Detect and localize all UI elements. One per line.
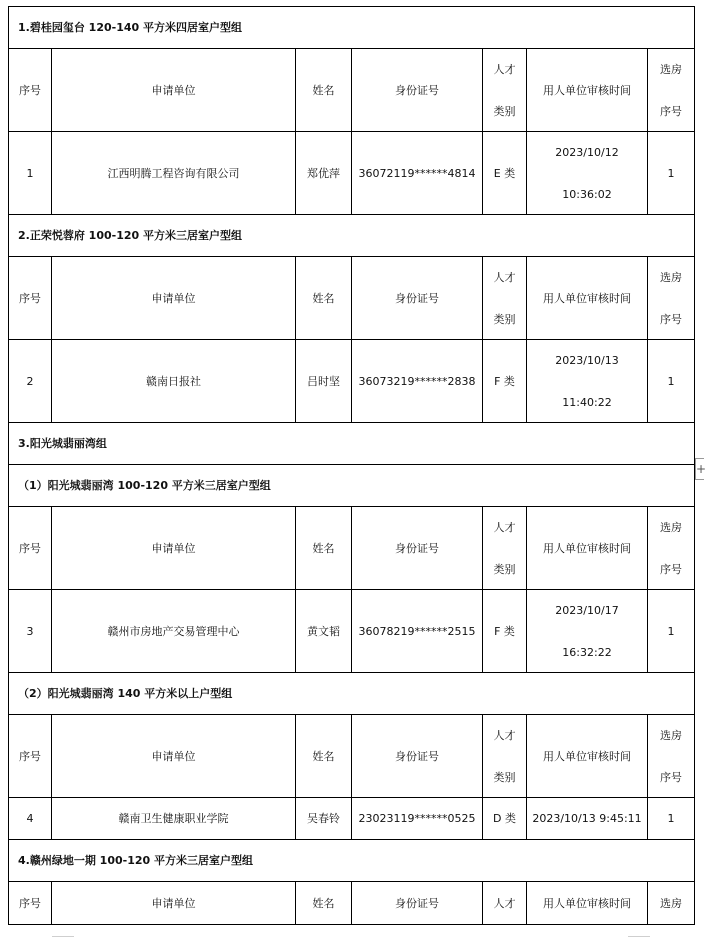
table-row	[9, 340, 695, 423]
header-category: 人才 类别	[483, 507, 527, 590]
header-category: 人才	[483, 882, 527, 925]
header-order: 选房 序号	[648, 715, 695, 798]
header-row	[9, 715, 695, 798]
header-unit: 申请单位	[52, 882, 296, 925]
cell-name: 吕时坚	[296, 340, 352, 423]
header-id: 身份证号	[352, 257, 483, 340]
header-review-time: 用人单位审核时间	[527, 257, 648, 340]
header-row	[9, 507, 695, 590]
cell-category: F 类	[483, 590, 527, 673]
allocation-table	[8, 6, 695, 925]
cell-name: 吴春铃	[296, 798, 352, 840]
header-order: 选房	[648, 882, 695, 925]
cell-category: E 类	[483, 132, 527, 215]
header-name: 姓名	[296, 507, 352, 590]
cell-order: 1	[648, 340, 695, 423]
table-row	[9, 798, 695, 840]
cell-review-time: 2023/10/12 10:36:02	[527, 132, 648, 215]
cell-seq: 3	[9, 590, 52, 673]
header-category: 人才 类别	[483, 715, 527, 798]
cell-id: 36072119******4814	[352, 132, 483, 215]
header-seq: 序号	[9, 882, 52, 925]
cell-seq: 2	[9, 340, 52, 423]
table-row	[9, 590, 695, 673]
cell-id: 23023119******0525	[352, 798, 483, 840]
header-unit: 申请单位	[52, 715, 296, 798]
cell-unit: 赣州市房地产交易管理中心	[52, 590, 296, 673]
header-seq: 序号	[9, 715, 52, 798]
page-corner-mark	[52, 936, 74, 937]
header-seq: 序号	[9, 257, 52, 340]
header-review-time: 用人单位审核时间	[527, 49, 648, 132]
header-row	[9, 257, 695, 340]
cell-order: 1	[648, 798, 695, 840]
cell-category: D 类	[483, 798, 527, 840]
group-title: 2.正荣悦蓉府 100-120 平方米三居室户型组	[9, 215, 695, 257]
header-name: 姓名	[296, 715, 352, 798]
header-review-time: 用人单位审核时间	[527, 715, 648, 798]
group-title: 1.碧桂园玺台 120-140 平方米四居室户型组	[9, 7, 695, 49]
cell-seq: 1	[9, 132, 52, 215]
cell-unit: 赣南日报社	[52, 340, 296, 423]
header-review-time: 用人单位审核时间	[527, 507, 648, 590]
cell-id: 36073219******2838	[352, 340, 483, 423]
header-category: 人才 类别	[483, 257, 527, 340]
group-title: 4.赣州绿地一期 100-120 平方米三居室户型组	[9, 840, 695, 882]
header-review-time: 用人单位审核时间	[527, 882, 648, 925]
header-unit: 申请单位	[52, 257, 296, 340]
header-name: 姓名	[296, 49, 352, 132]
header-id: 身份证号	[352, 507, 483, 590]
header-order: 选房 序号	[648, 257, 695, 340]
group-title: 3.阳光城翡丽湾组	[9, 423, 695, 465]
page-corner-mark	[628, 936, 650, 937]
cell-review-time: 2023/10/13 11:40:22	[527, 340, 648, 423]
cell-order: 1	[648, 132, 695, 215]
header-name: 姓名	[296, 257, 352, 340]
cell-unit: 赣南卫生健康职业学院	[52, 798, 296, 840]
header-id: 身份证号	[352, 882, 483, 925]
cell-review-time: 2023/10/17 16:32:22	[527, 590, 648, 673]
cell-category: F 类	[483, 340, 527, 423]
subgroup-title: （2）阳光城翡丽湾 140 平方米以上户型组	[9, 673, 695, 715]
cell-id: 36078219******2515	[352, 590, 483, 673]
header-category: 人才 类别	[483, 49, 527, 132]
header-unit: 申请单位	[52, 507, 296, 590]
cell-seq: 4	[9, 798, 52, 840]
header-row	[9, 882, 695, 925]
header-id: 身份证号	[352, 49, 483, 132]
cell-name: 黄文韬	[296, 590, 352, 673]
cell-name: 郑优萍	[296, 132, 352, 215]
header-order: 选房 序号	[648, 49, 695, 132]
subgroup-title: （1）阳光城翡丽湾 100-120 平方米三居室户型组	[9, 465, 695, 507]
header-order: 选房 序号	[648, 507, 695, 590]
add-row-handle[interactable]: +	[695, 458, 704, 480]
header-seq: 序号	[9, 49, 52, 132]
header-name: 姓名	[296, 882, 352, 925]
cell-review-time: 2023/10/13 9:45:11	[527, 798, 648, 840]
cell-order: 1	[648, 590, 695, 673]
header-seq: 序号	[9, 507, 52, 590]
header-row	[9, 49, 695, 132]
header-id: 身份证号	[352, 715, 483, 798]
cell-unit: 江西明腾工程咨询有限公司	[52, 132, 296, 215]
table-row	[9, 132, 695, 215]
header-unit: 申请单位	[52, 49, 296, 132]
